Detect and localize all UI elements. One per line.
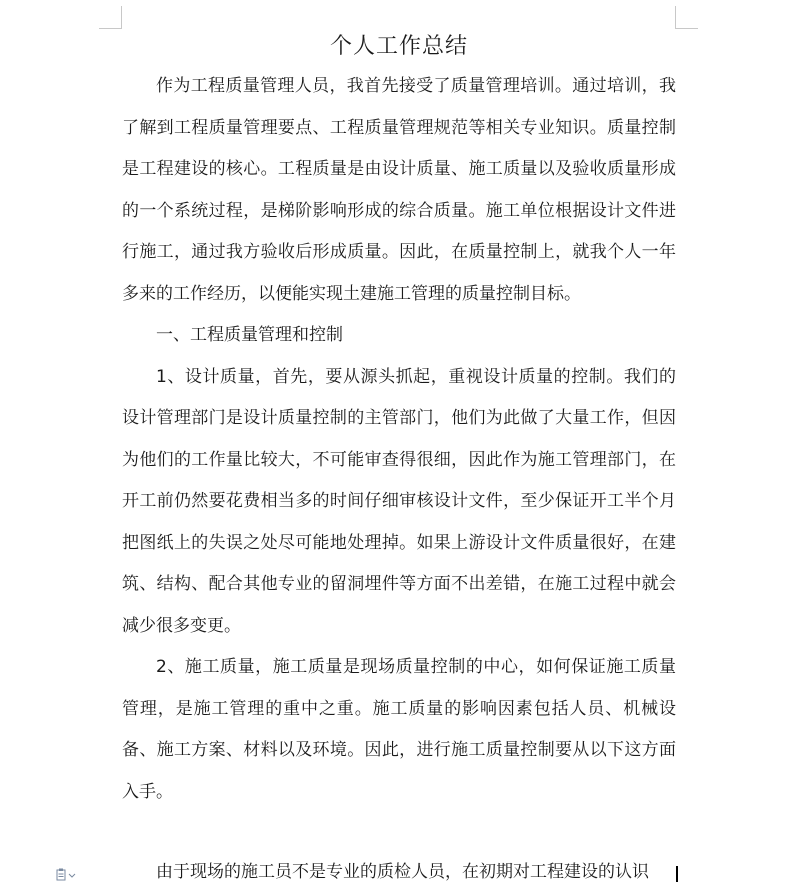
document-body[interactable]	[122, 28, 676, 813]
text-cursor	[676, 866, 678, 882]
crop-mark-top-right	[675, 6, 698, 29]
paste-options-icon[interactable]	[56, 868, 76, 882]
paragraph-construction-quality[interactable]: 2、施工质量，施工质量是现场质量控制的中心，如何保证施工质量管理，是施工管理的重中之重。施工质量的影响因素包括人员、机械设备、施工方案、材料以及环境。因此，进行施工质量控制要从以下这方面入手。	[122, 657, 676, 802]
paragraph-intro[interactable]: 作为工程质量管理人员，我首先接受了质量管理培训。通过培训，我了解到工程质量管理要点、工程质量管理规范等相关专业知识。质量控制是工程建设的核心。工程质量是由设计质量、施工质量以及验收质量形成的一个系统过程，是梯阶影响形成的综合质量。施工单位根据设计文件进行施工，通过我方验收后形成质量。因此，在质量控制上，就我个人一年多来的工作经历，以便能实现土建施工管理的质量控制目标。	[122, 76, 676, 304]
document-title[interactable]: 个人工作总结	[329, 34, 468, 59]
section-heading[interactable]: 一、工程质量管理和控制	[156, 325, 343, 345]
paragraph-design-quality[interactable]: 1、设计质量，首先，要从源头抓起，重视设计质量的控制。我们的设计管理部门是设计质量控制的主管部门，他们为此做了大量工作，但因为他们的工作量比较大，不可能审查得很细，因此作为施工管理部门，在开工前仍然要花费相当多的时间仔细审核设计文件，至少保证开工半个月把图纸上的失误之处尽可能地处理掉。如果上游设计文件质量很好，在建筑、结构、配合其他专业的留洞埋件等方面不出差错，在施工过程中就会减少很多变更。	[122, 366, 676, 636]
paragraph-partial[interactable]: 由于现场的施工员不是专业的质检人员，在初期对工程建设的认识	[156, 862, 649, 882]
crop-mark-top-left	[99, 6, 122, 29]
partial-paragraph-container	[122, 862, 676, 882]
